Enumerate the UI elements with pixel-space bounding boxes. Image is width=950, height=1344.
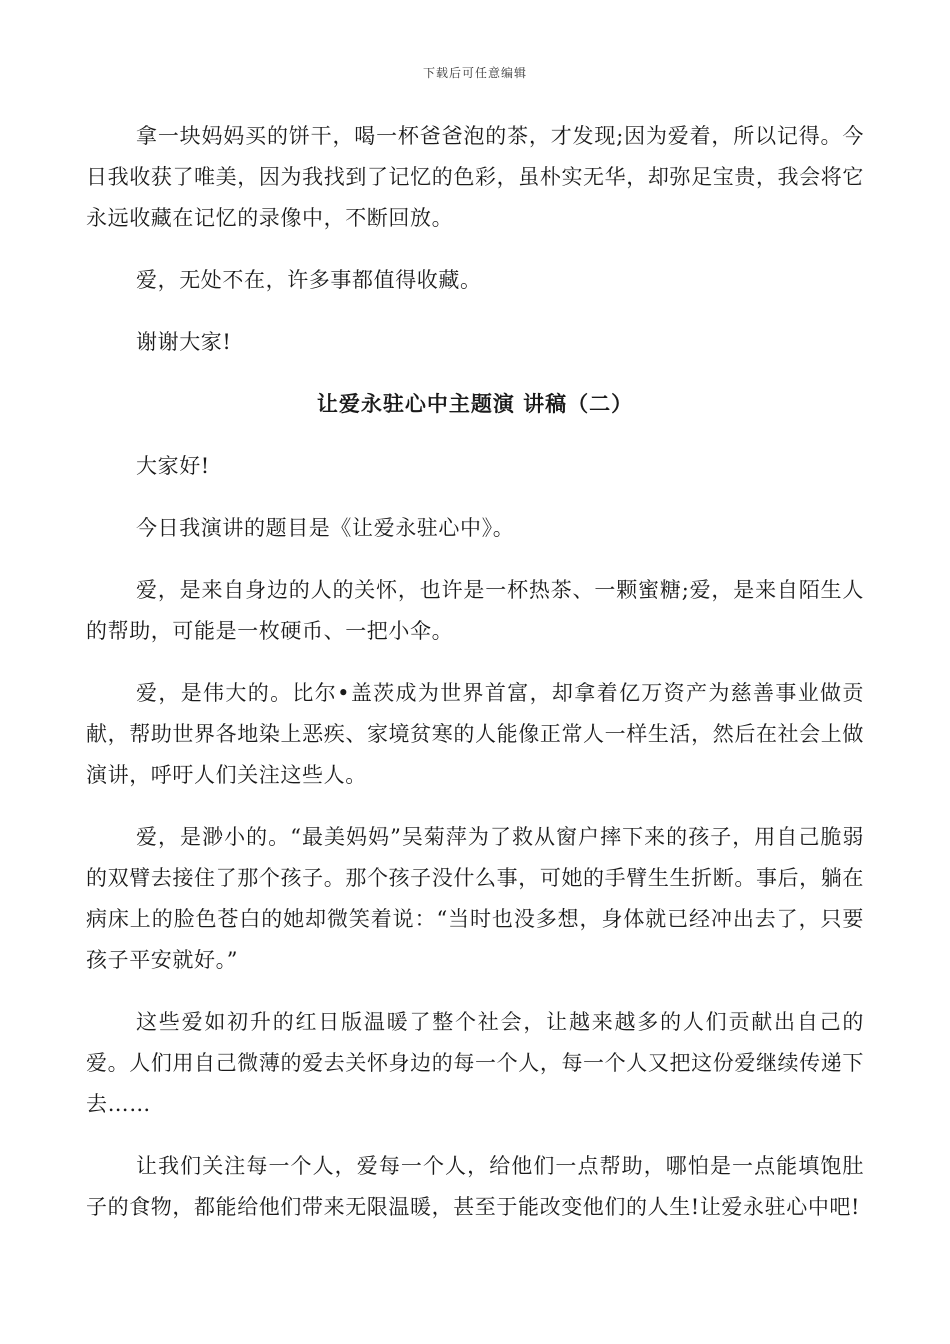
paragraph: 谢谢大家! [136, 330, 232, 354]
paragraph: 爱，无处不在，许多事都值得收藏。 [136, 268, 482, 292]
paragraph: 大家好! [136, 454, 210, 478]
document-body [86, 116, 864, 1249]
paragraph: 今日我演讲的题目是《让爱永驻心中》。 [136, 516, 515, 540]
section-title: 让爱永驻心中主题演 讲稿（二） [316, 392, 634, 416]
paragraph: 这些爱如初升的红日版温暖了整个社会，让越来越多的人们贡献出自己的爱。人们用自己微薄的爱去关怀身边的每一个人，每一个人又把这份爱继续传递下去…… [86, 1010, 864, 1116]
page-header: 下载后可任意编辑 [422, 66, 527, 80]
paragraph: 爱，是渺小的。“最美妈妈”吴菊萍为了救从窗户摔下来的孩子，用自己脆弱的双臂去接住了那个孩子。那个孩子没什么事，可她的手臂生生折断。事后，躺在病床上的脸色苍白的她却微笑着说：“当时也没多想，身体就已经冲出去了，只要孩子平安就好。” [86, 825, 864, 972]
paragraph: 爱，是伟大的。比尔•盖茨成为世界首富，却拿着亿万资产为慈善事业做贡献，帮助世界各地染上恶疾、家境贫寒的人能像正常人一样生活，然后在社会上做演讲，呼吁人们关注这些人。 [86, 681, 864, 787]
paragraph: 让我们关注每一个人，爱每一个人，给他们一点帮助，哪怕是一点能填饱肚子的食物，都能给他们带来无限温暖，甚至于能改变他们的人生!让爱永驻心中吧! [86, 1154, 864, 1219]
paragraph: 爱，是来自身边的人的关怀，也许是一杯热茶、一颗蜜糖;爱，是来自陌生人的帮助，可能是一枚硬币、一把小伞。 [86, 578, 864, 643]
paragraph: 拿一块妈妈买的饼干，喝一杯爸爸泡的茶，才发现;因为爱着，所以记得。今日我收获了唯美，因为我找到了记忆的色彩，虽朴实无华，却弥足宝贵，我会将它永远收藏在记忆的录像中，不断回放。 [86, 124, 864, 230]
